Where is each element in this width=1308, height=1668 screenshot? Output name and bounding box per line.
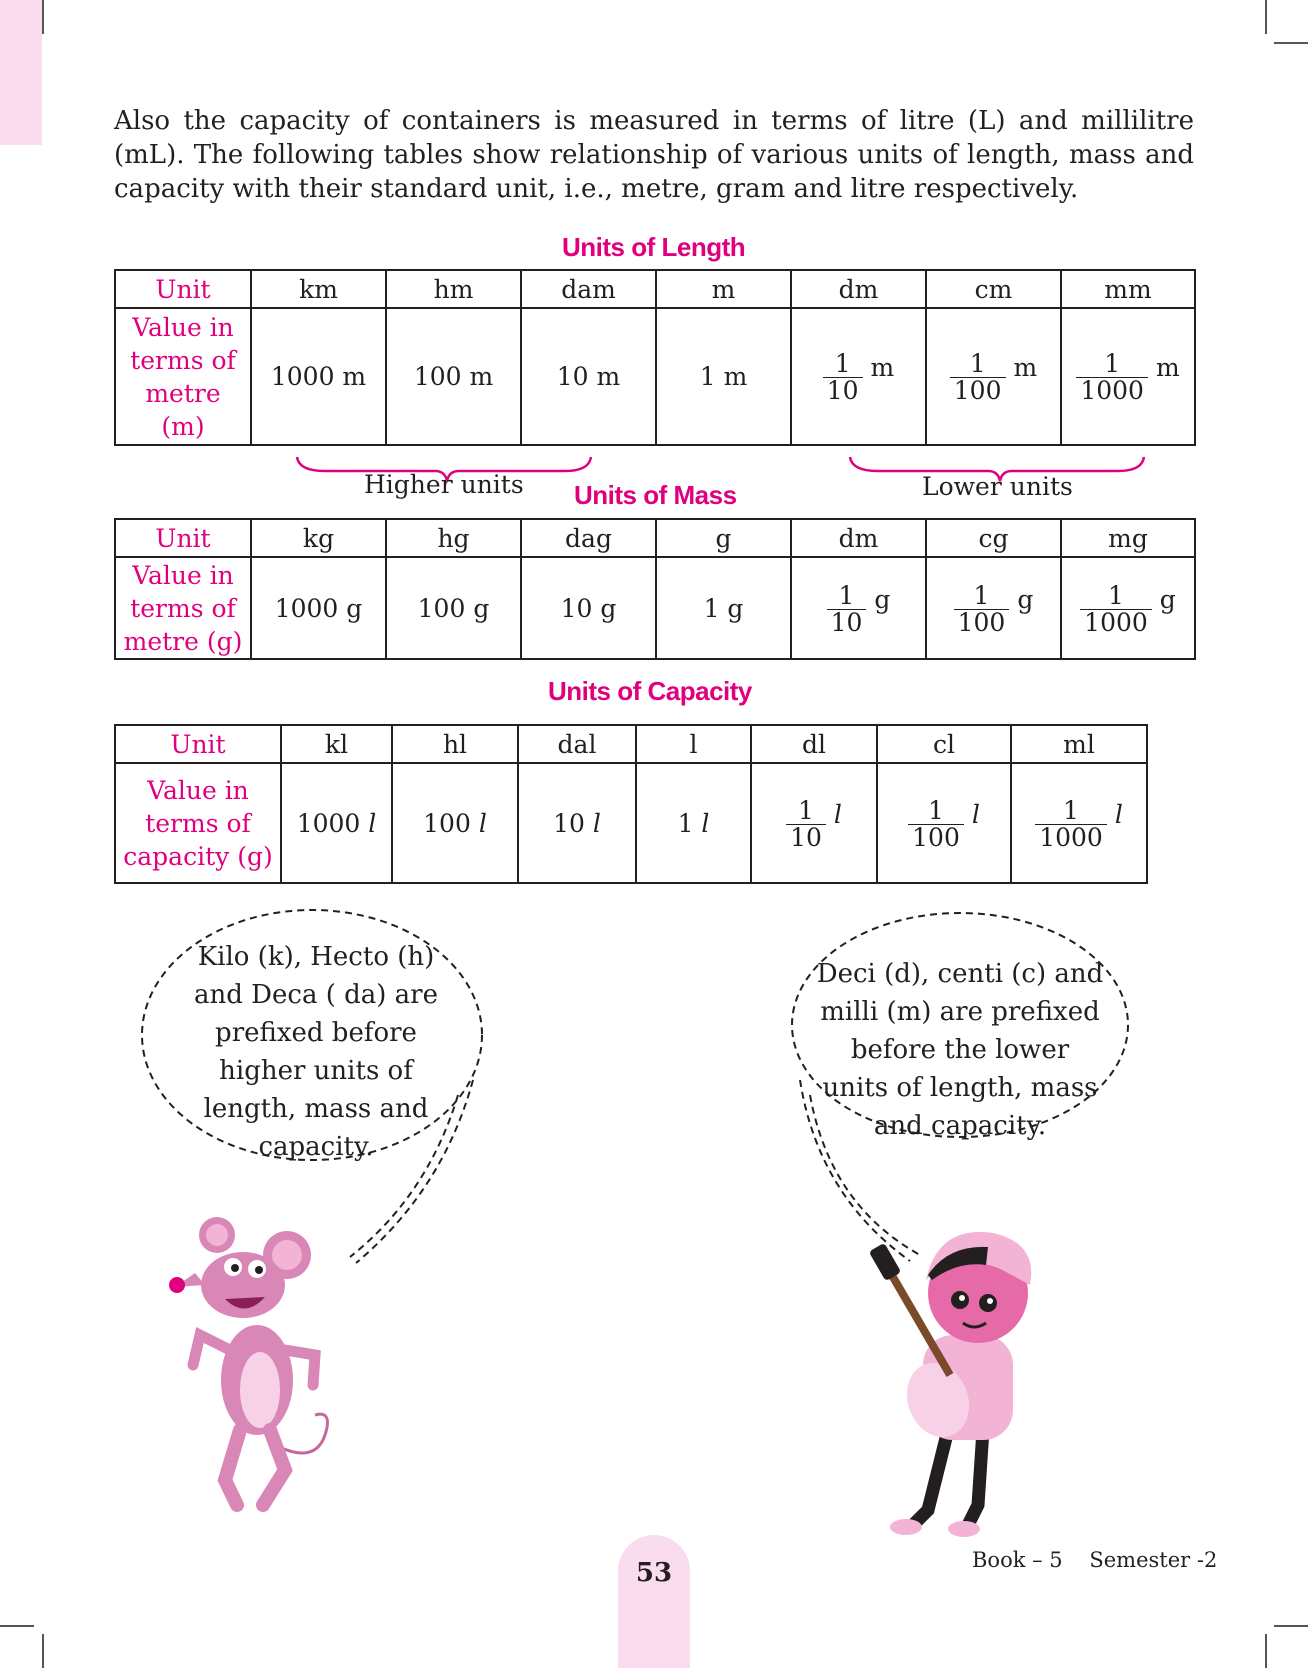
intro-paragraph: Also the capacity of containers is measured in terms of litre (L) and millilitre (mL). The following tables show relationship of various units of length, mass and capacity with their standard unit, i.e., metre, gram and litre respectively.: [114, 106, 1194, 204]
mass-unit-cell: dag: [521, 519, 656, 557]
crop-mark: [1274, 42, 1308, 44]
mass-value-cell: 1000 g: [251, 557, 386, 659]
capacity-value-cell: 100 l: [392, 763, 518, 883]
fraction-unit: m: [1013, 353, 1038, 382]
length-unit-cell: km: [251, 270, 386, 308]
crop-mark: [1265, 0, 1267, 34]
row-label-line: Value in: [132, 560, 234, 590]
fraction-unit: m: [1155, 353, 1180, 382]
fraction-denominator: 10: [827, 609, 867, 636]
bubble-line: Kilo (k), Hecto (h): [197, 942, 435, 972]
bubble-line: length, mass and: [203, 1094, 429, 1124]
footer: [972, 1548, 1217, 1572]
fraction-numerator: 1: [1104, 349, 1121, 378]
fraction-denominator: 1000: [1076, 377, 1148, 404]
fraction-unit: l: [833, 799, 842, 829]
capacity-value-cell: 10 l: [518, 763, 636, 883]
fraction-unit: g: [1017, 584, 1034, 614]
bubble-line: units of length, mass: [822, 1073, 1098, 1103]
capacity-table: [114, 724, 1148, 884]
length-value-cell: 100 m: [386, 308, 521, 445]
length-table-title: Units of Length: [562, 232, 746, 262]
row-label-line: terms of: [145, 808, 251, 838]
mass-unit-header: Unit: [115, 519, 251, 557]
capacity-fraction-cell: [751, 763, 877, 883]
capacity-unit-cell: kl: [281, 725, 392, 763]
mass-unit-cell: dm: [791, 519, 926, 557]
boy-with-guitar-illustration: [868, 1225, 1068, 1545]
capacity-unit-cell: dl: [751, 725, 877, 763]
row-label-line: Value in: [132, 312, 234, 342]
bubble-line: prefixed before: [215, 1018, 417, 1048]
length-table: [114, 269, 1196, 446]
fraction-numerator: 1: [969, 349, 986, 378]
footer-semester: Semester -2: [1089, 1548, 1218, 1572]
lower-units-label: Lower units: [922, 472, 1073, 501]
length-unit-cell: dm: [791, 270, 926, 308]
fraction-denominator: 10: [786, 824, 826, 851]
litre-symbol: l: [478, 808, 487, 838]
mass-unit-cell: hg: [386, 519, 521, 557]
fraction-numerator: 1: [834, 349, 851, 378]
mass-unit-cell: kg: [251, 519, 386, 557]
mouse-illustration: [165, 1215, 355, 1515]
page-number-tab: [618, 1535, 690, 1668]
row-label-line: Value in: [147, 775, 249, 805]
capacity-value-cell: 1 l: [636, 763, 751, 883]
left-bubble-text: [176, 938, 456, 1166]
page-number: 53: [635, 1558, 673, 1588]
right-bubble-text: [810, 955, 1110, 1145]
capacity-unit-cell: ml: [1011, 725, 1147, 763]
fraction-unit: g: [1159, 584, 1176, 614]
capacity-fraction-cell: [877, 763, 1011, 883]
mass-value-cell: 10 g: [521, 557, 656, 659]
length-unit-cell: cm: [926, 270, 1061, 308]
fraction-denominator: 100: [954, 609, 1010, 636]
capacity-unit-header: Unit: [115, 725, 281, 763]
fraction-denominator: 10: [823, 377, 863, 404]
fraction-denominator: 100: [950, 377, 1006, 404]
higher-units-label: Higher units: [364, 470, 524, 499]
length-fraction-cell: [926, 308, 1061, 445]
mass-table: [114, 518, 1196, 660]
length-unit-cell: m: [656, 270, 791, 308]
row-label-line: terms of: [130, 593, 236, 623]
mass-fraction-cell: [1061, 557, 1195, 659]
fraction-numerator: 1: [1063, 795, 1079, 825]
length-value-cell: 1000 m: [251, 308, 386, 445]
litre-symbol: l: [368, 808, 377, 838]
length-fraction-cell: [1061, 308, 1195, 445]
crop-mark: [42, 1634, 44, 1668]
mass-fraction-cell: [926, 557, 1061, 659]
row-label-line: terms of: [130, 345, 236, 375]
bubble-line: higher units of: [219, 1056, 413, 1086]
crop-mark: [1265, 1634, 1267, 1668]
capacity-unit-cell: hl: [392, 725, 518, 763]
bubble-line: before the lower: [850, 1035, 1070, 1065]
row-label-line: (m): [161, 411, 205, 441]
footer-book: Book – 5: [972, 1548, 1063, 1572]
fraction-unit: m: [870, 353, 895, 382]
mass-unit-cell: mg: [1061, 519, 1195, 557]
capacity-fraction-cell: [1011, 763, 1147, 883]
row-label-line: metre (g): [123, 626, 243, 656]
length-value-cell: 10 m: [521, 308, 656, 445]
capacity-table-title: Units of Capacity: [548, 676, 752, 706]
mass-value-cell: 100 g: [386, 557, 521, 659]
fraction-denominator: 100: [908, 824, 964, 851]
bubble-line: capacity.: [258, 1132, 374, 1162]
fraction-numerator: 1: [1108, 580, 1124, 610]
fraction-denominator: 1000: [1035, 824, 1107, 851]
bubble-line: milli (m) are prefixed: [820, 997, 1100, 1027]
fraction-denominator: 1000: [1080, 609, 1152, 636]
mass-value-cell: 1 g: [656, 557, 791, 659]
mass-unit-cell: cg: [926, 519, 1061, 557]
fraction-numerator: 1: [928, 795, 944, 825]
capacity-unit-cell: dal: [518, 725, 636, 763]
mass-table-title: Units of Mass: [574, 480, 737, 510]
fraction-numerator: 1: [838, 580, 855, 610]
fraction-numerator: 1: [798, 795, 814, 825]
bubble-line: and Deca ( da) are: [194, 980, 438, 1010]
litre-symbol: l: [701, 808, 710, 838]
bubble-line: and capacity.: [873, 1111, 1047, 1141]
length-value-header: [115, 308, 251, 445]
length-unit-cell: mm: [1061, 270, 1195, 308]
crop-mark: [1274, 1625, 1308, 1627]
capacity-unit-cell: l: [636, 725, 751, 763]
length-unit-header: Unit: [115, 270, 251, 308]
capacity-value-header: [115, 763, 281, 883]
capacity-value-cell: 1000 l: [281, 763, 392, 883]
mass-value-header: [115, 557, 251, 659]
fraction-unit: g: [874, 584, 891, 614]
fraction-unit: l: [971, 799, 980, 829]
chapter-tab: [0, 0, 42, 145]
fraction-unit: l: [1114, 799, 1123, 829]
length-value-cell: 1 m: [656, 308, 791, 445]
crop-mark: [42, 0, 44, 34]
length-fraction-cell: [791, 308, 926, 445]
fraction-numerator: 1: [973, 580, 990, 610]
capacity-unit-cell: cl: [877, 725, 1011, 763]
mass-unit-cell: g: [656, 519, 791, 557]
crop-mark: [0, 1625, 34, 1627]
bubble-line: Deci (d), centi (c) and: [816, 959, 1104, 989]
row-label-line: capacity (g): [123, 841, 273, 871]
litre-symbol: l: [592, 808, 601, 838]
mass-fraction-cell: [791, 557, 926, 659]
length-unit-cell: dam: [521, 270, 656, 308]
length-unit-cell: hm: [386, 270, 521, 308]
row-label-line: metre: [145, 378, 221, 408]
